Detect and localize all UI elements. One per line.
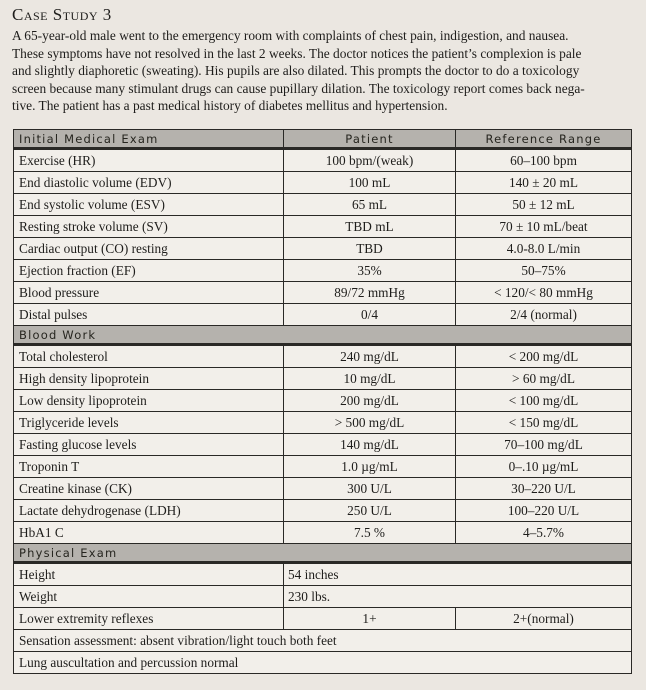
table-cell: Creatine kinase (CK) [14,478,284,500]
header-cell: Patient [284,130,456,149]
table-cell: Ejection fraction (EF) [14,260,284,282]
table-row [14,586,632,608]
table-cell: Weight [14,586,284,608]
table-row [14,260,632,282]
table-cell: 30–220 U/L [456,478,632,500]
table-cell: Distal pulses [14,304,284,326]
table-cell: < 100 mg/dL [456,390,632,412]
header-cell: Initial Medical Exam [14,130,284,149]
table-cell: Lung auscultation and percussion normal [14,652,632,674]
table-cell: HbA1 C [14,522,284,544]
table-row [14,216,632,238]
table-row [14,149,632,172]
table-row [14,412,632,434]
table-cell: Lactate dehydrogenase (LDH) [14,500,284,522]
table-cell: 100 bpm/(weak) [284,149,456,172]
table-cell: Blood pressure [14,282,284,304]
table-cell: < 150 mg/dL [456,412,632,434]
table-cell: > 500 mg/dL [284,412,456,434]
section-header-physical [14,544,632,563]
table-row [14,652,632,674]
intro-line: These symptoms have not resolved in the last 2 weeks. The doctor notices the patient’s complexion is pale [12,45,582,61]
table-cell: Height [14,563,284,586]
header-cell: Reference Range [456,130,632,149]
intro-line: tive. The patient has a past medical history of diabetes mellitus and hypertension. [12,98,448,114]
table-row [14,563,632,586]
table-cell: 65 mL [284,194,456,216]
table-cell: 2+(normal) [456,608,632,630]
table-row [14,172,632,194]
table-cell: 7.5 % [284,522,456,544]
table-cell: < 120/< 80 mmHg [456,282,632,304]
table-row [14,500,632,522]
table-row [14,456,632,478]
table-cell: 4.0-8.0 L/min [456,238,632,260]
table-row [14,368,632,390]
table-cell: End systolic volume (ESV) [14,194,284,216]
table-cell: Troponin T [14,456,284,478]
table-cell: 100–220 U/L [456,500,632,522]
intro-line: A 65-year-old male went to the emergency room with complaints of chest pain, indigestion, and nausea. [12,28,569,43]
table-cell: < 200 mg/dL [456,345,632,368]
table-cell: 140 mg/dL [284,434,456,456]
table-row [14,194,632,216]
table-row [14,282,632,304]
table-cell: Resting stroke volume (SV) [14,216,284,238]
table-cell: 0/4 [284,304,456,326]
table-cell: TBD mL [284,216,456,238]
case-table [13,129,632,674]
table-cell: Lower extremity reflexes [14,608,284,630]
table-row [14,304,632,326]
table-cell: Exercise (HR) [14,149,284,172]
table-cell: > 60 mg/dL [456,368,632,390]
table-cell: Total cholesterol [14,345,284,368]
table-row [14,478,632,500]
table-row [14,238,632,260]
table-cell: 100 mL [284,172,456,194]
table-cell: 89/72 mmHg [284,282,456,304]
table-cell: 2/4 (normal) [456,304,632,326]
table-cell: 54 inches [284,563,632,586]
table-cell: TBD [284,238,456,260]
table-cell: 1.0 µg/mL [284,456,456,478]
header-cell: Blood Work [14,326,632,345]
table-cell: 0–.10 µg/mL [456,456,632,478]
table-cell: Sensation assessment: absent vibration/light touch both feet [14,630,632,652]
table-row [14,522,632,544]
table-cell: 50–75% [456,260,632,282]
intro-line: and slightly diaphoretic (sweating). His pupils are also dilated. This prompts the doctor to do a toxicology [12,63,580,79]
table-cell: Triglyceride levels [14,412,284,434]
table-cell: Fasting glucose levels [14,434,284,456]
table-cell: Cardiac output (CO) resting [14,238,284,260]
table-cell: 35% [284,260,456,282]
table-cell: 140 ± 20 mL [456,172,632,194]
section-header-exam [14,130,632,149]
header-cell: Physical Exam [14,544,632,563]
table-cell: 250 U/L [284,500,456,522]
intro-line: screen because many stimulant drugs can cause pupillary dilation. The toxicology report comes back nega- [12,80,585,96]
table-cell: 50 ± 12 mL [456,194,632,216]
table-cell: 70–100 mg/dL [456,434,632,456]
table-cell: 230 lbs. [284,586,632,608]
table-row [14,434,632,456]
table-row [14,345,632,368]
table-row [14,608,632,630]
table-cell: Low density lipoprotein [14,390,284,412]
table-cell: 240 mg/dL [284,345,456,368]
table-cell: 70 ± 10 mL/beat [456,216,632,238]
table-row [14,390,632,412]
table-row [14,630,632,652]
section-header-blood [14,326,632,345]
table-cell: 4–5.7% [456,522,632,544]
table-cell: High density lipoprotein [14,368,284,390]
table-cell: 200 mg/dL [284,390,456,412]
case-intro [12,27,632,115]
table-cell: 60–100 bpm [456,149,632,172]
table-cell: 1+ [284,608,456,630]
table-cell: End diastolic volume (EDV) [14,172,284,194]
table-cell: 300 U/L [284,478,456,500]
case-title: Case Study 3 [12,5,112,24]
table-cell: 10 mg/dL [284,368,456,390]
